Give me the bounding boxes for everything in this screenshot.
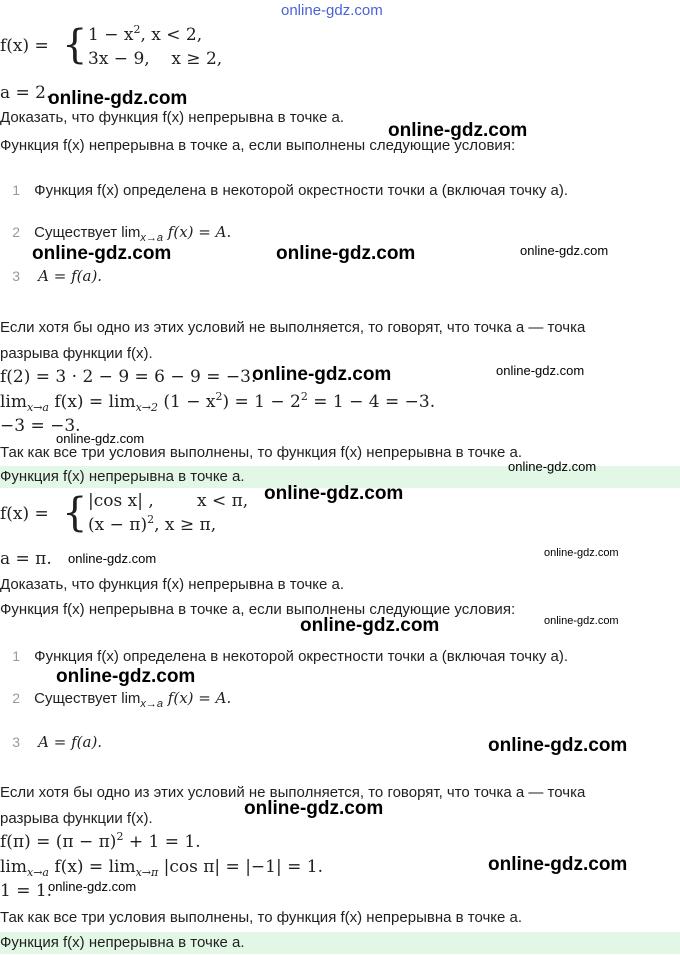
left-brace-icon: { xyxy=(62,490,88,536)
a-value: a = π. xyxy=(0,549,52,569)
watermark: online-gdz.com xyxy=(488,854,628,875)
watermark: online-gdz.com xyxy=(488,735,628,756)
calc-line-3: 1 = 1. xyxy=(0,881,53,901)
piecewise-system-2 xyxy=(0,490,280,542)
piecewise-system-1 xyxy=(0,22,260,72)
conclusion: Так как все три условия выполнены, то функция f(x) непрерывна в точке a. xyxy=(0,444,523,461)
system-row-1: $1 - x^2$, x < 2, xyxy=(88,23,203,45)
watermark: online-gdz.com xyxy=(244,798,384,819)
watermark: online-gdz.com xyxy=(48,88,188,109)
list-item: 3 A = f(a). xyxy=(12,267,103,285)
watermark: online-gdz.com xyxy=(508,459,597,474)
calc-line-1: $f(\pi) = (\pi - \pi)^2 + 1 = 1$. xyxy=(0,830,201,852)
prove-statement: Доказать, что функция f(x) непрерывна в точке a. xyxy=(0,109,345,126)
watermark: online-gdz.com xyxy=(56,666,196,687)
watermark: online-gdz.com xyxy=(544,615,619,627)
discontinuity-text-line-2: разрыва функции f(x). xyxy=(0,345,153,362)
list-item: 3 A = f(a). xyxy=(12,733,103,751)
calc-line-2: $\lim_{x\to a} f(x) = \lim_{x\to 2} (1 - x^2) = 1 - 2^2 = 1 - 4 = -3$. xyxy=(0,390,436,414)
answer: Функция f(x) непрерывна в точке a. xyxy=(0,934,245,951)
watermark: online-gdz.com xyxy=(300,615,440,636)
watermark: online-gdz.com xyxy=(544,547,619,559)
answer: Функция f(x) непрерывна в точке a. xyxy=(0,468,245,485)
left-brace-icon: { xyxy=(62,22,88,68)
list-item: 2 Существует $\lim_{x\to a} f(x) = A$. xyxy=(12,223,232,244)
watermark: online-gdz.com xyxy=(496,363,585,378)
watermark: online-gdz.com xyxy=(276,243,416,264)
calc-line-1: f(2) = 3 · 2 − 9 = 6 − 9 = −3. xyxy=(0,367,257,387)
a-value: a = 2. xyxy=(0,83,52,103)
calc-line-2: $\lim_{x\to a} f(x) = \lim_{x\to\pi} |\cos$ π| = |−1| = 1. xyxy=(0,857,323,879)
criteria-intro: Функция f(x) непрерывна в точке a, если выполнены следующие условия: xyxy=(0,137,516,154)
system-label: f(x) = xyxy=(0,504,49,524)
watermark: online-gdz.com xyxy=(388,120,528,141)
discontinuity-text-line-2: разрыва функции f(x). xyxy=(0,810,153,827)
system-row-1: |cos x| , x < π, xyxy=(88,491,249,511)
discontinuity-text-line-1: Если хотя бы одно из этих условий не выполняется, то говорят, что точка a — точка xyxy=(0,784,586,801)
list-item: 2 Существует $\lim_{x\to a} f(x) = A$. xyxy=(12,689,232,710)
watermark: online-gdz.com xyxy=(56,431,145,446)
watermark: online-gdz.com xyxy=(264,483,404,504)
calc-line-3: −3 = −3. xyxy=(0,416,81,436)
system-row-2: 3x − 9, x ≥ 2, xyxy=(88,49,223,69)
criteria-intro: Функция f(x) непрерывна в точке a, если выполнены следующие условия: xyxy=(0,601,516,618)
list-item: 1 Функция f(x) определена в некоторой окрестности точки a (включая точку a). xyxy=(12,648,568,665)
conclusion: Так как все три условия выполнены, то функция f(x) непрерывна в точке a. xyxy=(0,909,523,926)
watermark-top: online-gdz.com xyxy=(281,2,383,19)
list-item: 1 Функция f(x) определена в некоторой окрестности точки a (включая точку a). xyxy=(12,182,568,199)
watermark: online-gdz.com xyxy=(48,879,137,894)
prove-statement: Доказать, что функция f(x) непрерывна в точке a. xyxy=(0,576,345,593)
watermark: online-gdz.com xyxy=(32,243,172,264)
system-row-2: $(x - \pi)^2$, x ≥ π, xyxy=(88,513,217,535)
watermark: online-gdz.com xyxy=(68,551,157,566)
watermark: online-gdz.com xyxy=(252,364,392,385)
watermark: online-gdz.com xyxy=(520,243,609,258)
discontinuity-text-line-1: Если хотя бы одно из этих условий не выполняется, то говорят, что точка a — точка xyxy=(0,319,586,336)
system-label: f(x) = xyxy=(0,36,49,56)
